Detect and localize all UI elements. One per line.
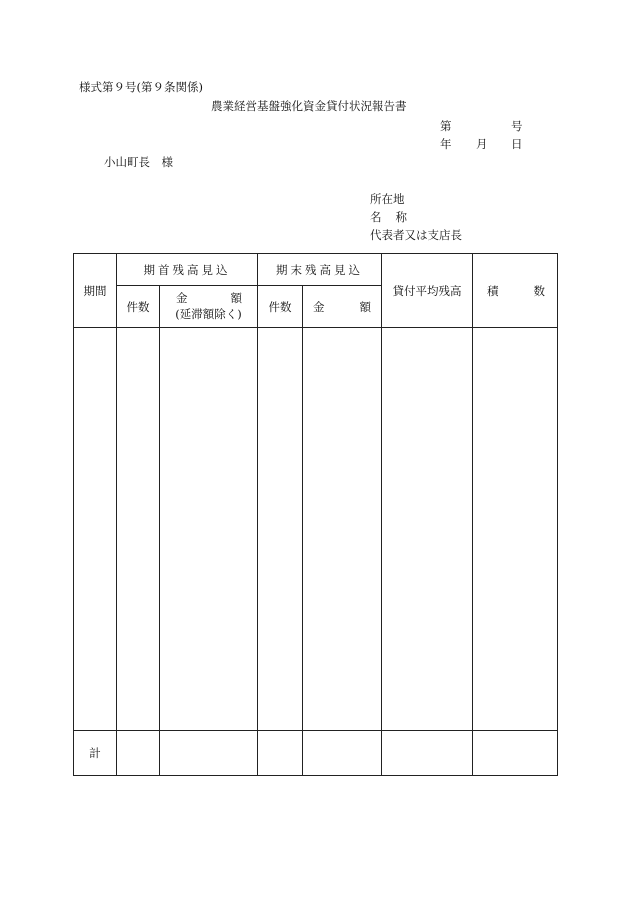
- name-label: [370, 212, 407, 224]
- avg-balance-header: 貸付平均残高: [382, 254, 473, 328]
- start-amount-a: 金: [176, 290, 188, 305]
- data-cell: [117, 328, 160, 731]
- data-cell: [382, 328, 473, 731]
- total-row: [74, 731, 558, 776]
- data-cell: [303, 328, 382, 731]
- total-cell: [303, 731, 382, 776]
- period-header: 期間: [74, 254, 117, 328]
- start-count-header: 件数: [117, 286, 160, 328]
- total-cell: [382, 731, 473, 776]
- total-cell: [258, 731, 303, 776]
- total-cell: [473, 731, 558, 776]
- representative-label: 代表者又は支店長: [370, 228, 462, 242]
- doc-number-prefix: 第: [440, 119, 452, 133]
- total-label: 計: [74, 731, 117, 776]
- data-cell: [258, 328, 303, 731]
- data-cell: [473, 328, 558, 731]
- data-cell: [160, 328, 258, 731]
- product-header-a: 積: [487, 283, 499, 298]
- product-header: [473, 254, 558, 328]
- product-header-b: 数: [533, 283, 545, 298]
- address-label: 所在地: [370, 192, 405, 206]
- end-amount-a: 金: [313, 299, 325, 314]
- end-amount-header: [303, 286, 382, 328]
- start-balance-header: 期首残高見込: [117, 254, 258, 286]
- date-year: 年: [440, 137, 452, 151]
- total-cell: [117, 731, 160, 776]
- end-count-header: 件数: [258, 286, 303, 328]
- recipient: 小山町長 様: [104, 155, 173, 169]
- start-amount-header: [160, 286, 258, 328]
- name-label-a: 名: [370, 210, 382, 224]
- start-amount-note: (延滞額除く): [175, 306, 242, 321]
- end-balance-header: 期末残高見込: [258, 254, 382, 286]
- data-cell: [74, 328, 117, 731]
- start-amount-b: 額: [230, 290, 242, 305]
- total-cell: [160, 731, 258, 776]
- end-amount-b: 額: [359, 299, 371, 314]
- report-table: [73, 253, 558, 776]
- table-row: [74, 328, 558, 731]
- doc-number-suffix: 号: [511, 119, 523, 133]
- date-month: 月: [476, 137, 488, 151]
- name-label-b: 称: [395, 210, 407, 224]
- document-title: 農業経営基盤強化資金貸付状況報告書: [211, 99, 407, 113]
- date-day: 日: [511, 137, 523, 151]
- form-number: 様式第９号(第９条関係): [79, 80, 203, 94]
